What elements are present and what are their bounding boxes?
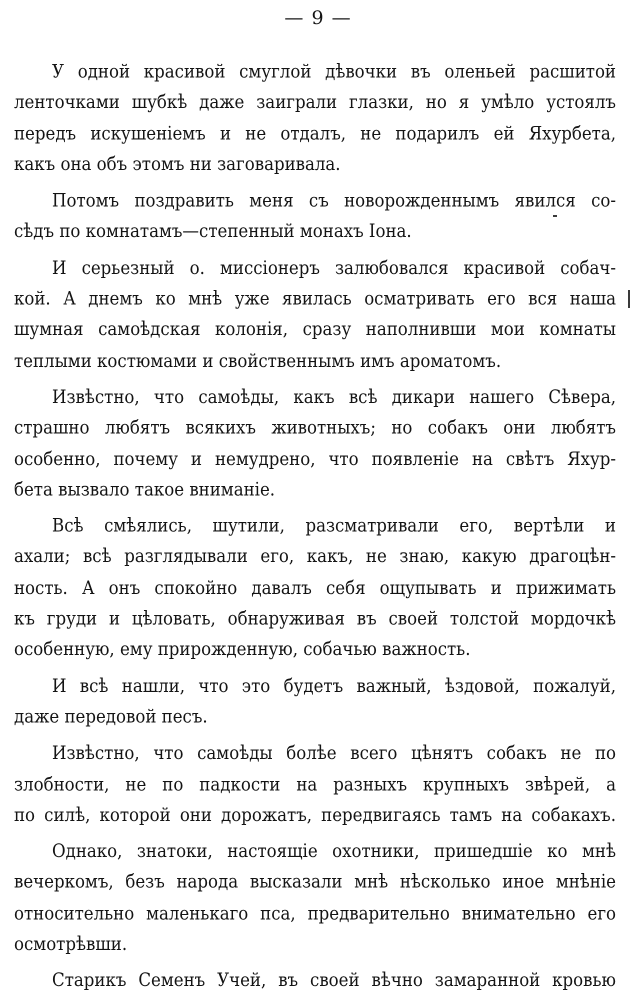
text-line: И всѣ нашли, что это будетъ важный, ѣздовой, пожалуй, (52, 674, 616, 697)
text-line: ахали; всѣ разглядывали его, какъ, не знаю, какую драгоцѣн- (14, 545, 616, 568)
text-line: вечеркомъ, безъ народа высказали мнѣ нѣсколько иное мнѣніе (14, 871, 616, 893)
text-line: Старикъ Семенъ Учей, въ своей вѣчно замаранной кровью (52, 969, 616, 991)
text-line: даже передовой песъ. (14, 705, 208, 728)
text-line: шумная самоѣдская колонія, сразу наполнивши мои комнаты (14, 318, 616, 341)
text-line: Потомъ поздравить меня съ новорожденнымъ явился со- (52, 189, 616, 212)
text-line: кой. А днемъ ко мнѣ уже явилась осматривать его вся наша (14, 287, 616, 310)
text-line: бета вызвало такое вниманіе. (14, 478, 276, 500)
text-line: сѣдъ по комнатамъ—степенный монахъ Іона. (14, 220, 412, 242)
paragraph (14, 252, 616, 375)
text-line: У одной красивой смуглой дѣвочки въ оленьей расшитой (52, 60, 616, 82)
text-line: теплыми костюмами и свойственнымъ имъ ароматомъ. (14, 349, 502, 371)
text-line: Извѣстно, что самоѣды болѣе всего цѣнятъ собакъ не по (52, 742, 616, 764)
paragraph (14, 381, 616, 504)
text-line: ленточками шубкѣ даже заиграли глазки, но я умѣло устоялъ (14, 91, 616, 113)
paragraph (14, 510, 616, 664)
text-line: относительно маленькаго пса, предварительно внимательно его (14, 902, 616, 924)
text-line: Всѣ смѣялись, шутили, разсматривали его, вертѣли и (52, 514, 616, 537)
scan-speck (628, 290, 630, 308)
scan-speck (553, 215, 557, 217)
paragraph (14, 738, 616, 831)
page-number: — 9 — (284, 7, 352, 29)
paragraph (14, 965, 616, 996)
text-line: къ груди и цѣловать, обнаруживая въ своей толстой мордочкѣ (14, 607, 616, 629)
text-line: какъ она объ этомъ ни заговаривала. (14, 153, 341, 175)
text-line: передъ искушеніемъ и не отдалъ, не подарилъ ей Яхурбета, (14, 122, 616, 144)
text-line: страшно любятъ всякихъ животныхъ; но собакъ они любятъ (14, 416, 616, 439)
paragraph (14, 185, 616, 247)
text-line: осмотрѣвши. (14, 932, 128, 955)
text-line: особенно, почему и немудрено, что появленіе на свѣтъ Яхур- (14, 447, 616, 470)
body-text (14, 56, 616, 1001)
paragraph (14, 56, 616, 179)
text-line: Однако, знатоки, настоящіе охотники, пришедшіе ко мнѣ (52, 840, 616, 862)
text-line: И серьезный о. миссіонеръ залюбовался красивой собач- (52, 256, 616, 279)
paragraph (14, 836, 616, 959)
text-line: особенную, ему прирожденную, собачью важность. (14, 638, 471, 660)
text-line: злобности, не по падкости на разныхъ крупныхъ звѣрей, а (14, 773, 616, 795)
paragraph (14, 670, 616, 732)
text-line: Извѣстно, что самоѣды, какъ всѣ дикари нашего Сѣвера, (52, 385, 616, 408)
text-line: ность. А онъ спокойно давалъ себя ощупывать и прижимать (14, 576, 616, 599)
text-line: по силѣ, которой они дорожатъ, передвигаясь тамъ на собакахъ. (14, 803, 616, 826)
